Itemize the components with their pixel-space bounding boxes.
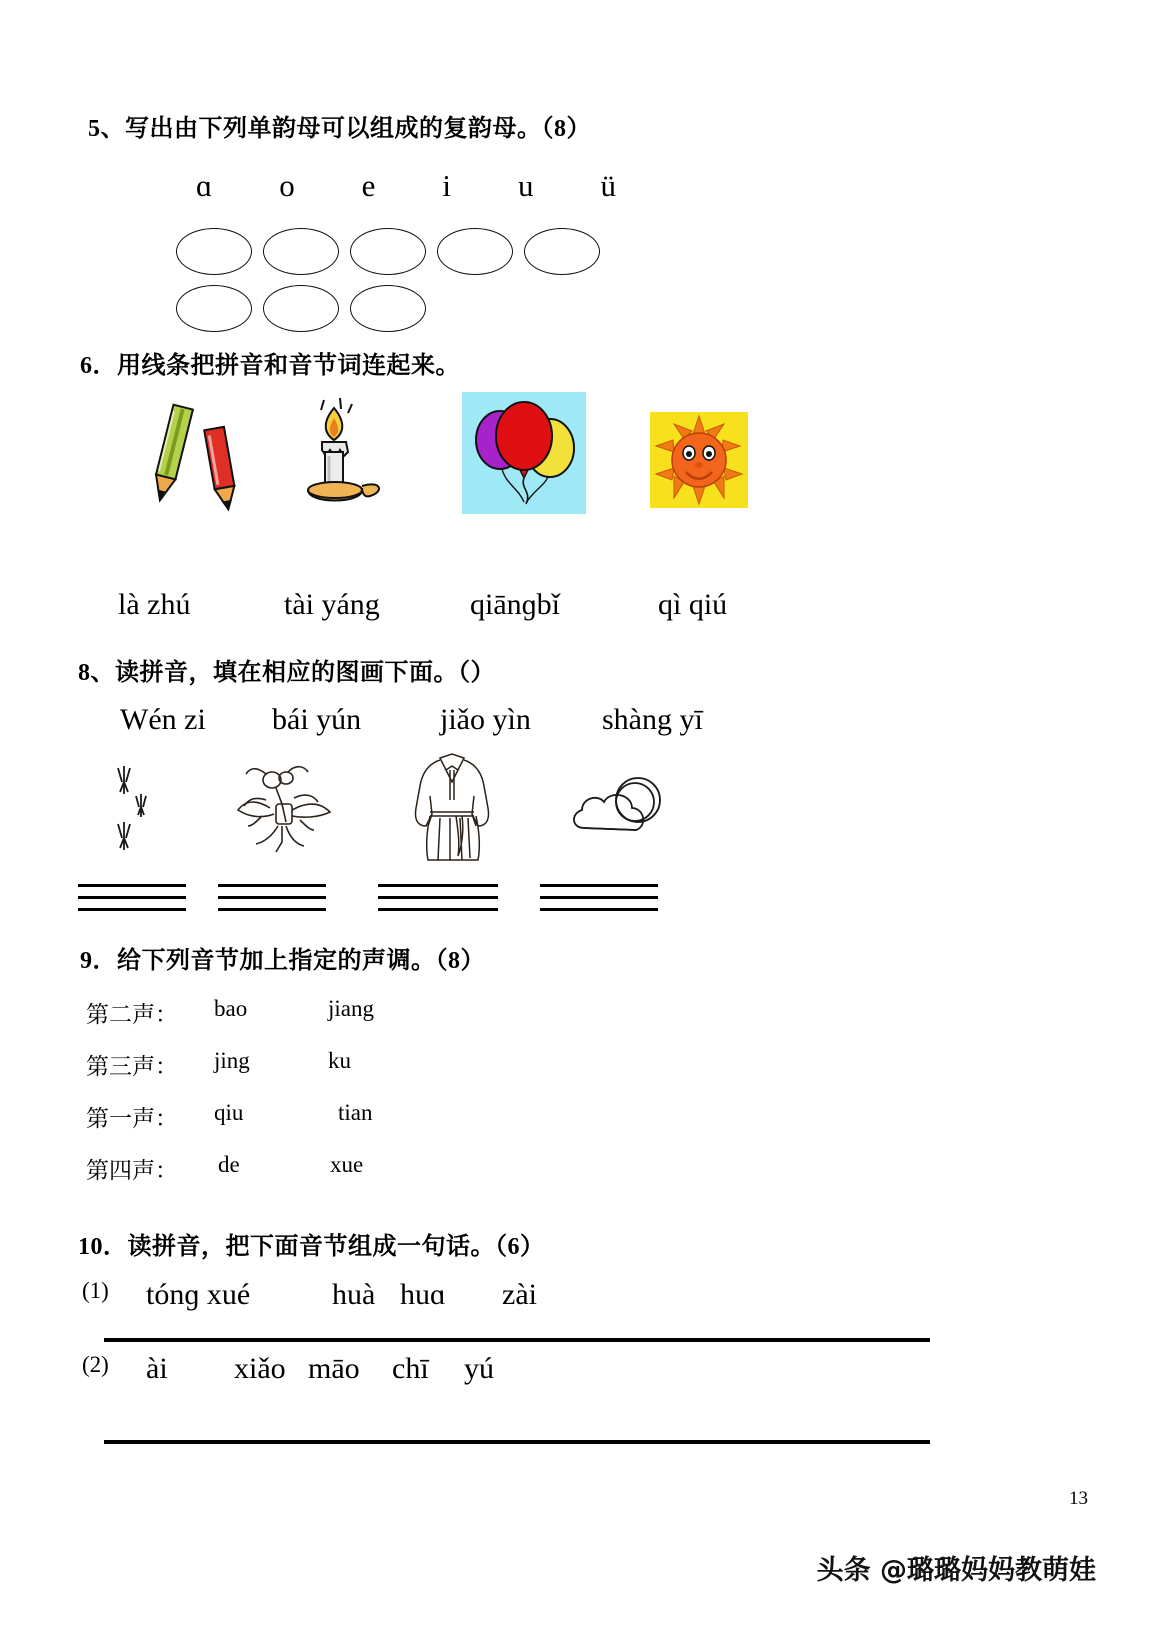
vowel-i: i [442, 168, 452, 203]
grid-line [540, 908, 658, 911]
grid-line [218, 896, 326, 899]
tone-label: 第四声： [86, 1158, 178, 1183]
dress-sketch [400, 752, 504, 864]
answer-oval[interactable] [176, 285, 252, 332]
footprints-sketch [104, 762, 174, 858]
section-6-heading: 6．用线条把拼音和音节词连起来。 [80, 353, 460, 379]
pencils-picture [128, 392, 258, 512]
answer-grid-2[interactable] [218, 884, 326, 911]
answer-line-2[interactable] [104, 1440, 930, 1444]
tone-label: 第三声： [86, 1054, 178, 1079]
answer-grid-1[interactable] [78, 884, 186, 911]
candle-picture [278, 392, 398, 514]
answer-grid-4[interactable] [540, 884, 658, 911]
word-mao[interactable]: māo [308, 1352, 360, 1385]
tone-syllable[interactable]: ku [328, 1048, 351, 1073]
cloud-sun-sketch [562, 772, 674, 852]
answer-oval[interactable] [176, 228, 252, 275]
sun-picture [650, 412, 748, 508]
word-jiaoyin: jiǎo yìn [440, 703, 531, 736]
word-qiqiu: qì qiú [658, 588, 728, 621]
grid-line [378, 896, 498, 899]
grid-line [378, 884, 498, 887]
grid-line [78, 884, 186, 887]
word-tongxue[interactable]: tónɡ xué [146, 1278, 251, 1311]
grid-line [78, 896, 186, 899]
tone-syllable[interactable]: de [218, 1152, 240, 1177]
answer-oval[interactable] [350, 285, 426, 332]
vowel-a: ɑ [196, 168, 213, 203]
tone-syllable[interactable]: jing [214, 1048, 250, 1073]
word-shangyi: shàng yī [602, 703, 703, 736]
word-huar[interactable]: huɑ [400, 1278, 446, 1311]
answer-grid-3[interactable] [378, 884, 498, 911]
answer-oval[interactable] [263, 228, 339, 275]
page-number: 13 [1069, 1488, 1088, 1509]
answer-oval[interactable] [263, 285, 339, 332]
word-chi[interactable]: chī [392, 1352, 429, 1385]
grid-line [78, 908, 186, 911]
item-number: (1) [82, 1278, 109, 1303]
word-qianbi: qiānɡbǐ [470, 588, 560, 621]
word-hua[interactable]: huà [332, 1278, 376, 1311]
watermark: 头条 @璐璐妈妈教萌娃 [816, 1555, 1096, 1586]
tone-syllable[interactable]: bao [214, 996, 248, 1021]
answer-oval[interactable] [524, 228, 600, 275]
answer-oval[interactable] [350, 228, 426, 275]
vowel-o: o [279, 168, 295, 203]
answer-oval[interactable] [437, 228, 513, 275]
tone-syllable[interactable]: jiang [328, 996, 374, 1021]
section-10-heading: 10．读拼音，把下面音节组成一句话。（6） [78, 1234, 545, 1260]
answer-line-1[interactable] [104, 1338, 930, 1342]
tone-syllable[interactable]: qiu [214, 1100, 244, 1125]
tone-syllable[interactable]: tian [338, 1100, 373, 1125]
word-zai[interactable]: zài [502, 1278, 537, 1311]
item-number: (2) [82, 1352, 109, 1377]
answer-oval-row-2 [176, 285, 437, 332]
tone-label: 第一声： [86, 1106, 178, 1131]
grid-line [378, 908, 498, 911]
word-wenzi: Wén zi [120, 703, 206, 736]
vowel-e: e [361, 168, 376, 203]
section-8-heading: 8、读拼音，填在相应的图画下面。（） [78, 660, 495, 686]
grid-line [218, 908, 326, 911]
word-lazhu: là zhú [118, 588, 191, 621]
section-5-vowel-row [196, 168, 616, 204]
word-xiao[interactable]: xiǎo [234, 1352, 286, 1385]
vowel-u: u [517, 168, 534, 203]
word-taiyang: tài yáng [284, 588, 380, 621]
word-ai[interactable]: ài [146, 1352, 168, 1385]
vowel-v: ü [600, 168, 616, 203]
mosquito-sketch [226, 760, 346, 860]
grid-line [540, 884, 658, 887]
section-9-heading: 9．给下列音节加上指定的声调。（8） [80, 948, 485, 974]
balloons-picture [462, 392, 586, 514]
word-yu[interactable]: yú [464, 1352, 494, 1385]
tone-label: 第二声： [86, 1002, 178, 1027]
answer-oval-row-1 [176, 228, 611, 275]
grid-line [540, 896, 658, 899]
grid-line [218, 884, 326, 887]
tone-syllable[interactable]: xue [330, 1152, 364, 1177]
word-baiyun: bái yún [272, 703, 362, 736]
section-5-heading: 5、写出由下列单韵母可以组成的复韵母。（8） [88, 116, 591, 142]
